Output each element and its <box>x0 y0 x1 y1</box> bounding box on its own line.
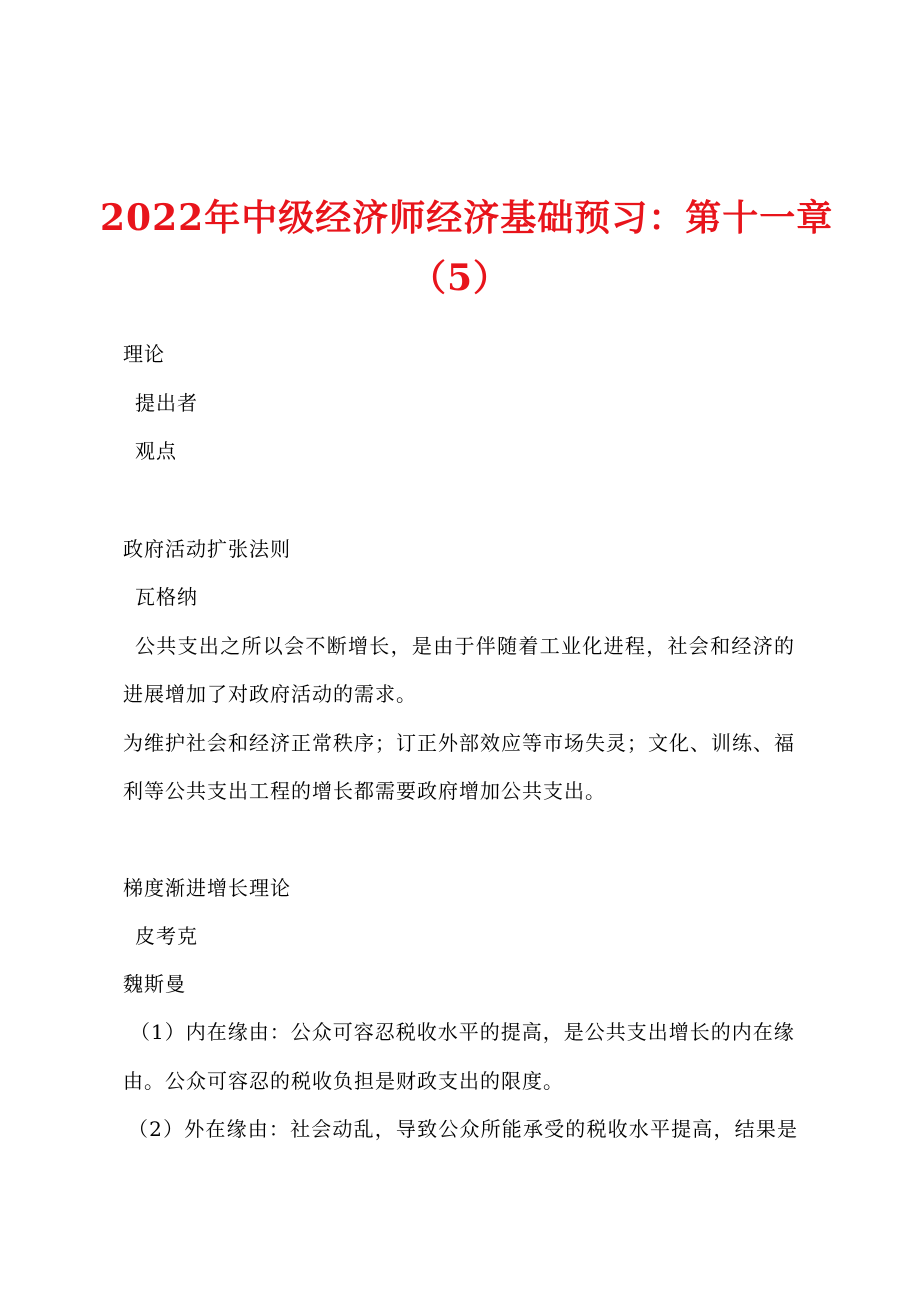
theory-name-wagner-law: 政府活动扩张法则 <box>123 537 291 561</box>
viewpoint-paragraph-line: （2）外在缘由：社会动乱，导致公众所能承受的税收水平提高，结果是 <box>128 1117 798 1141</box>
table-header-proposer: 提出者 <box>135 391 198 415</box>
table-header-theory: 理论 <box>123 342 165 366</box>
proposer-wagner: 瓦格纳 <box>135 585 198 609</box>
document-title-line-2: （5） <box>409 257 511 299</box>
table-header-viewpoint: 观点 <box>135 439 177 463</box>
theory-name-gradual-growth: 梯度渐进增长理论 <box>123 876 291 900</box>
viewpoint-paragraph-line: 由。公众可容忍的税收负担是财政支出的限度。 <box>123 1069 564 1093</box>
viewpoint-paragraph-line: 为维护社会和经济正常秩序；订正外部效应等市场失灵；文化、训练、福 <box>123 731 795 755</box>
viewpoint-paragraph-line: （1）内在缘由：公众可容忍税收水平的提高，是公共支出增长的内在缘 <box>130 1020 795 1044</box>
proposer-wiseman: 魏斯曼 <box>123 972 186 996</box>
viewpoint-paragraph-line: 利等公共支出工程的增长都需要政府增加公共支出。 <box>123 779 606 803</box>
viewpoint-paragraph-line: 进展增加了对政府活动的需求。 <box>123 682 417 706</box>
document-title-line-1: 2022年中级经济师经济基础预习：第十一章 <box>100 197 834 239</box>
viewpoint-paragraph-line: 公共支出之所以会不断增长，是由于伴随着工业化进程，社会和经济的 <box>135 634 795 658</box>
proposer-peacock: 皮考克 <box>135 924 198 948</box>
